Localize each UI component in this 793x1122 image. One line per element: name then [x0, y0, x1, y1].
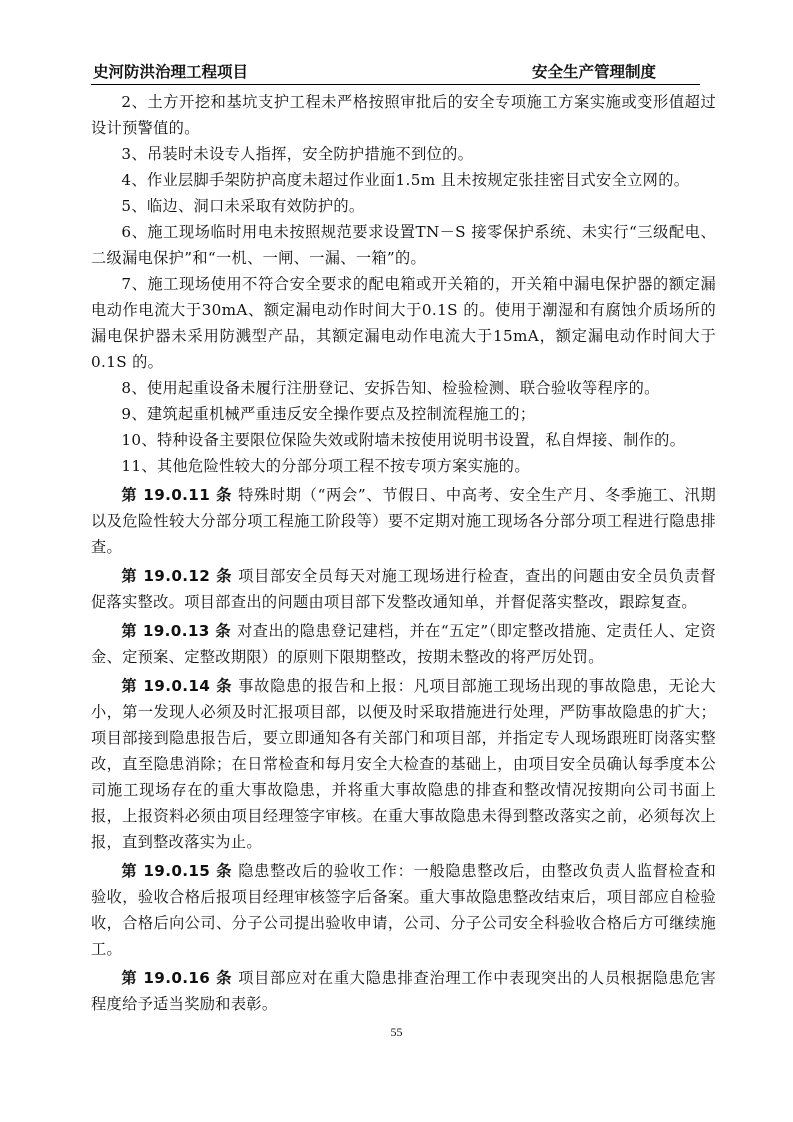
article-number: 第 19.0.15 条 [121, 862, 233, 880]
article-19-0-15 [91, 858, 716, 962]
article-19-0-12 [91, 563, 716, 615]
article-number: 第 19.0.13 条 [121, 622, 232, 640]
article-19-0-13 [91, 618, 716, 670]
article-number: 第 19.0.12 条 [121, 567, 233, 585]
article-number: 第 19.0.16 条 [121, 969, 233, 987]
article-19-0-16 [91, 965, 716, 1017]
list-item: 9、建筑起重机械严重违反安全操作要点及控制流程施工的； [121, 405, 536, 423]
article-text: 特殊时期（“两会”、节假日、中高考、安全生产月、冬季施工、汛期以及危险性较大分部分项工程施工阶段等）要不定期对施工现场各分部分项工程进行隐患排查。 [91, 486, 716, 556]
list-item: 10、特种设备主要限位保险失效或附墙未按使用说明书设置，私自焊接、制作的。 [121, 431, 686, 449]
article-text: 事故隐患的报告和上报：凡项目部施工现场出现的事故隐患，无论大小，第一发现人必须及时汇报项目部，以便及时采取措施进行处理，严防事故隐患的扩大；项目部接到隐患报告后，要立即通知各有关部门和项目部，并指定专人现场跟班盯岗落实整改，直至隐患消除；在日常检查和每月安全大检查的基础上，由项目安全员确认每季度本公司施工现场存在的重大事故隐患，并将重大事故隐患的排查和整改情况按期向公司书面上报，上报资料必须由项目经理签字审核。在重大事故隐患未得到整改落实之前，必须每次上报，直到整改落实为止。 [91, 677, 716, 851]
document-title: 安全生产管理制度 [531, 63, 656, 81]
list-item: 11、其他危险性较大的分部分项工程不按专项方案实施的。 [121, 457, 530, 475]
article-number: 第 19.0.14 条 [121, 677, 233, 695]
article-number: 第 19.0.11 条 [121, 486, 233, 504]
page-header [91, 60, 700, 85]
list-item: 6、施工现场临时用电未按照规范要求设置TN－S 接零保护系统、未实行“三级配电、二级漏电保护”和“一机、一闸、一漏、一箱”的。 [91, 223, 716, 267]
page-content [91, 89, 716, 1017]
list-item: 7、施工现场使用不符合安全要求的配电箱或开关箱的，开关箱中漏电保护器的额定漏电动作电流大于30mA、额定漏电动作时间大于0.1S 的。使用于潮湿和有腐蚀介质场所的漏电保护器未采用防溅型产品，其额定漏电动作电流大于15mA，额定漏电动作时间大于0.1S 的。 [91, 275, 716, 371]
list-item: 4、作业层脚手架防护高度未超过作业面1.5m 且未按规定张挂密目式安全立网的。 [121, 171, 690, 189]
list-item: 2、土方开挖和基坑支护工程未严格按照审批后的安全专项施工方案实施或变形值超过设计预警值的。 [91, 93, 716, 137]
article-text: 项目部安全员每天对施工现场进行检查，查出的问题由安全员负责督促落实整改。项目部查出的问题由项目部下发整改通知单，并督促落实整改，跟踪复查。 [91, 567, 716, 611]
article-text: 项目部应对在重大隐患排查治理工作中表现突出的人员根据隐患危害程度给予适当奖励和表彰。 [91, 969, 716, 1013]
article-text: 对查出的隐患登记建档，并在“五定”（即定整改措施、定责任人、定资金、定预案、定整改期限）的原则下限期整改，按期未整改的将严厉处罚。 [91, 622, 716, 666]
project-title: 史河防洪治理工程项目 [93, 63, 249, 81]
article-text: 隐患整改后的验收工作：一般隐患整改后，由整改负责人监督检查和验收，验收合格后报项目经理审核签字后备案。重大事故隐患整改结束后，项目部应自检验收，合格后向公司、分子公司提出验收申请，公司、分子公司安全科验收合格后方可继续施工。 [91, 862, 716, 958]
list-item: 5、临边、洞口未采取有效防护的。 [121, 197, 365, 215]
article-19-0-11 [91, 482, 716, 560]
page-number: 55 [390, 1025, 403, 1039]
list-item: 3、吊装时未设专人指挥，安全防护措施不到位的。 [121, 145, 474, 163]
list-item: 8、使用起重设备未履行注册登记、安拆告知、检验检测、联合验收等程序的。 [121, 379, 660, 397]
article-19-0-14 [91, 673, 716, 855]
